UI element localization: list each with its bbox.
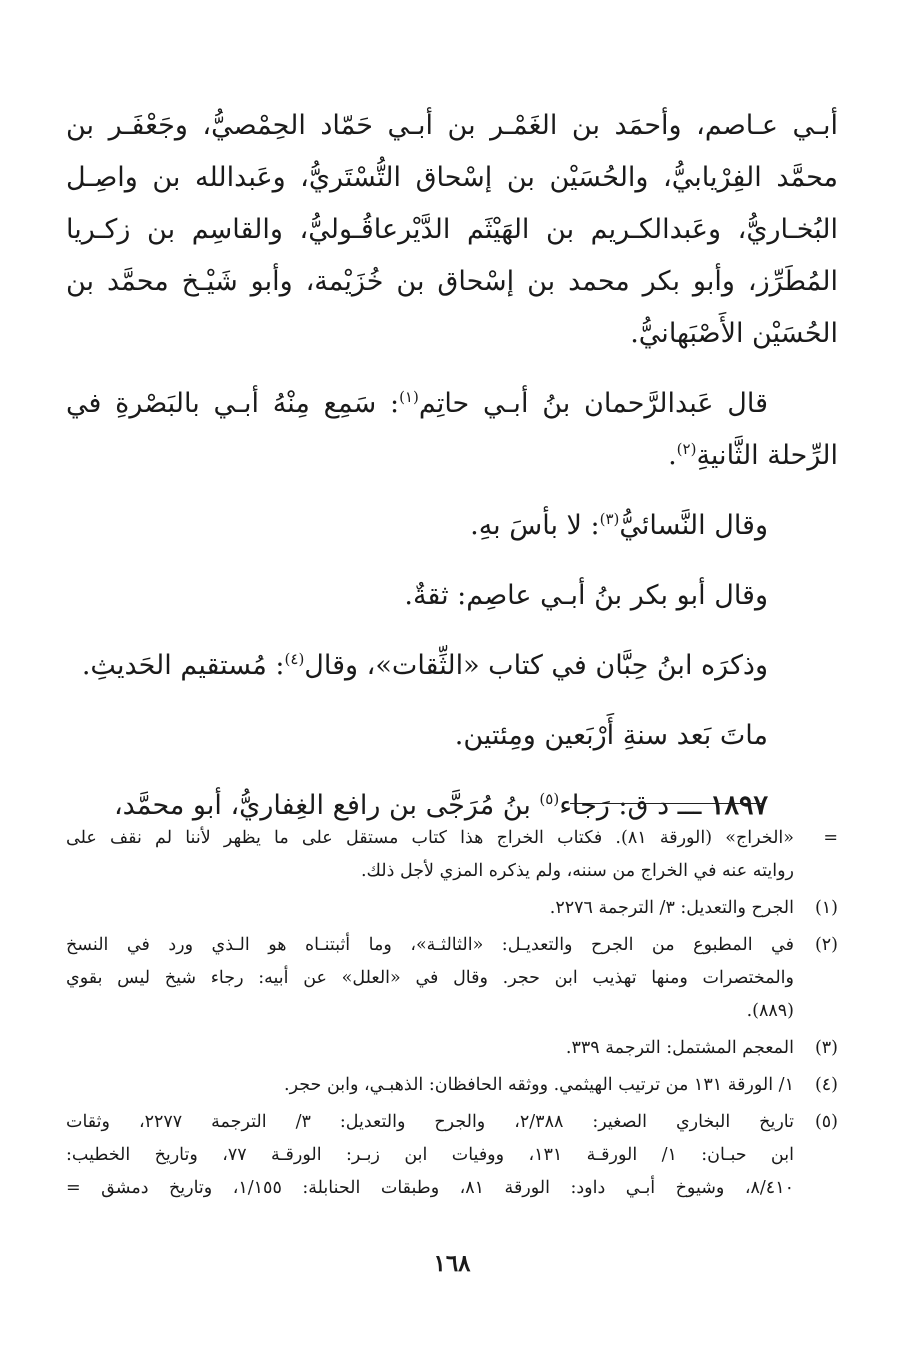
footnote	[66, 929, 838, 1028]
footnote	[66, 822, 838, 888]
footnote-line: ٨/٤١٠، وشيوخ أبـي داود: الورقة ٨١، وطبقات الحنابلة: ١/١٥٥، وتاريخ دمشق =	[66, 1178, 794, 1198]
body-line: وقال النَّسائيُّ$^{(٣)}$: لا بأسَ بهِ.	[470, 510, 768, 541]
body-line: ماتَ بَعد سنةِ أَرْبَعين ومِئتين.	[454, 720, 768, 751]
footnote-separator	[570, 803, 762, 804]
body-line: قال عَبدالرَّحمان بنُ أبـي حاتِم$^{(١)}$: سَمِع مِنْهُ أبـي بالبَصْرةِ في	[66, 388, 768, 419]
footnote-line: ١/ الورقة ١٣١ من ترتيب الهيثمي. ووثقه الحافظان: الذهبـي، وابن حجر.	[284, 1075, 794, 1095]
footnotes	[66, 822, 838, 1205]
footnote-mark: =	[823, 828, 838, 848]
footnote-ref: (٤)	[284, 650, 305, 668]
footnote-line: ابن حبـان: ١/ الورقـة ١٣١، ووفيات ابن زبـر: الورقـة ٧٧، وتاريخ الخطيب:	[66, 1145, 794, 1165]
footnote-ref: (١)	[399, 388, 419, 406]
footnote	[66, 1069, 838, 1102]
body-line: المُطَرِّز، وأبو بكر محمد بن إسْحاق بن خُزَيْمة، وأبو شَيْـخ محمَّد بن	[66, 266, 838, 297]
footnote-mark: (٣)	[814, 1038, 838, 1058]
body-line: البُخـاريُّ، وعَبدالكـريم بن الهَيْثَم الدَّيْرعاقُـوليُّ، والقاسِم بن زكـريا	[66, 214, 838, 245]
footnote-mark: (١)	[814, 898, 838, 918]
footnote	[66, 892, 838, 925]
footnote-ref: (٣)	[599, 510, 620, 528]
footnote-ref: (٥)	[539, 790, 560, 808]
body-line: الرِّحلة الثَّانيةِ$^{(٢)}$.	[668, 440, 838, 471]
entry-number: ١٨٩٧	[709, 790, 768, 821]
footnote-line: في المطبوع من الجرح والتعديـل: «الثالثـة»، وما أثبتنـاه هو الـذي ورد في النسخ	[66, 935, 794, 955]
body-line: وذكرَه ابنُ حِبَّان في كتاب «الثِّقات»، وقال$^{(٤)}$: مُستقيم الحَديثِ.	[81, 650, 768, 681]
footnote	[66, 1106, 838, 1205]
body-line: محمَّد الفِرْيابيُّ، والحُسَيْن بن إسْحاق التُّسْتَريُّ، وعَبدالله بن واصِـل	[66, 162, 838, 193]
footnote-ref: (٢)	[676, 440, 697, 458]
body-line: وقال أبو بكر بنُ أبـي عاصِم: ثقةٌ.	[404, 580, 768, 611]
body-line: أبـي عـاصم، وأحمَد بن الغَمْـر بن أبـي حَمّاد الحِمْصيُّ، وجَعْفَـر بن	[66, 110, 838, 141]
body-line: الحُسَيْن الأَصْبَهانيُّ.	[630, 318, 838, 349]
footnote-line: «الخراج» (الورقة ٨١). فكتاب الخراج هذا كتاب مستقل على ما يظهر لأننا لم نقف على	[66, 828, 794, 848]
footnote-line: تاريخ البخاري الصغير: ٢/٣٨٨، والجرح والتعديل: ٣/ الترجمة ٢٢٧٧، وثقات	[66, 1112, 794, 1132]
footnote-line: الجرح والتعديل: ٣/ الترجمة ٢٢٧٦.	[549, 898, 794, 918]
entry-heading: ١٨٩٧ ـــ د ق: رَجاء$^{(٥)}$ بنُ مُرَجَّى بن رافع الغِفاريُّ، أبو محمَّد،	[113, 790, 768, 821]
footnote-line: روايته عنه في الخراج من سننه، ولم يذكره المزي لأجل ذلك.	[360, 861, 794, 881]
footnote-mark: (٥)	[814, 1112, 838, 1132]
footnote	[66, 1032, 838, 1065]
footnote-line: (٨٨٩).	[746, 1001, 794, 1021]
footnote-line: والمختصرات ومنها تهذيب ابن حجر. وقال في «العلل» عن أبيه: رجاء شيخ ليس بقوي	[66, 968, 794, 988]
footnote-mark: (٤)	[814, 1075, 838, 1095]
footnote-line: المعجم المشتمل: الترجمة ٣٣٩.	[565, 1038, 794, 1058]
page-number: ١٦٨	[433, 1250, 471, 1277]
footnote-mark: (٢)	[814, 935, 838, 955]
main-text	[66, 100, 838, 832]
